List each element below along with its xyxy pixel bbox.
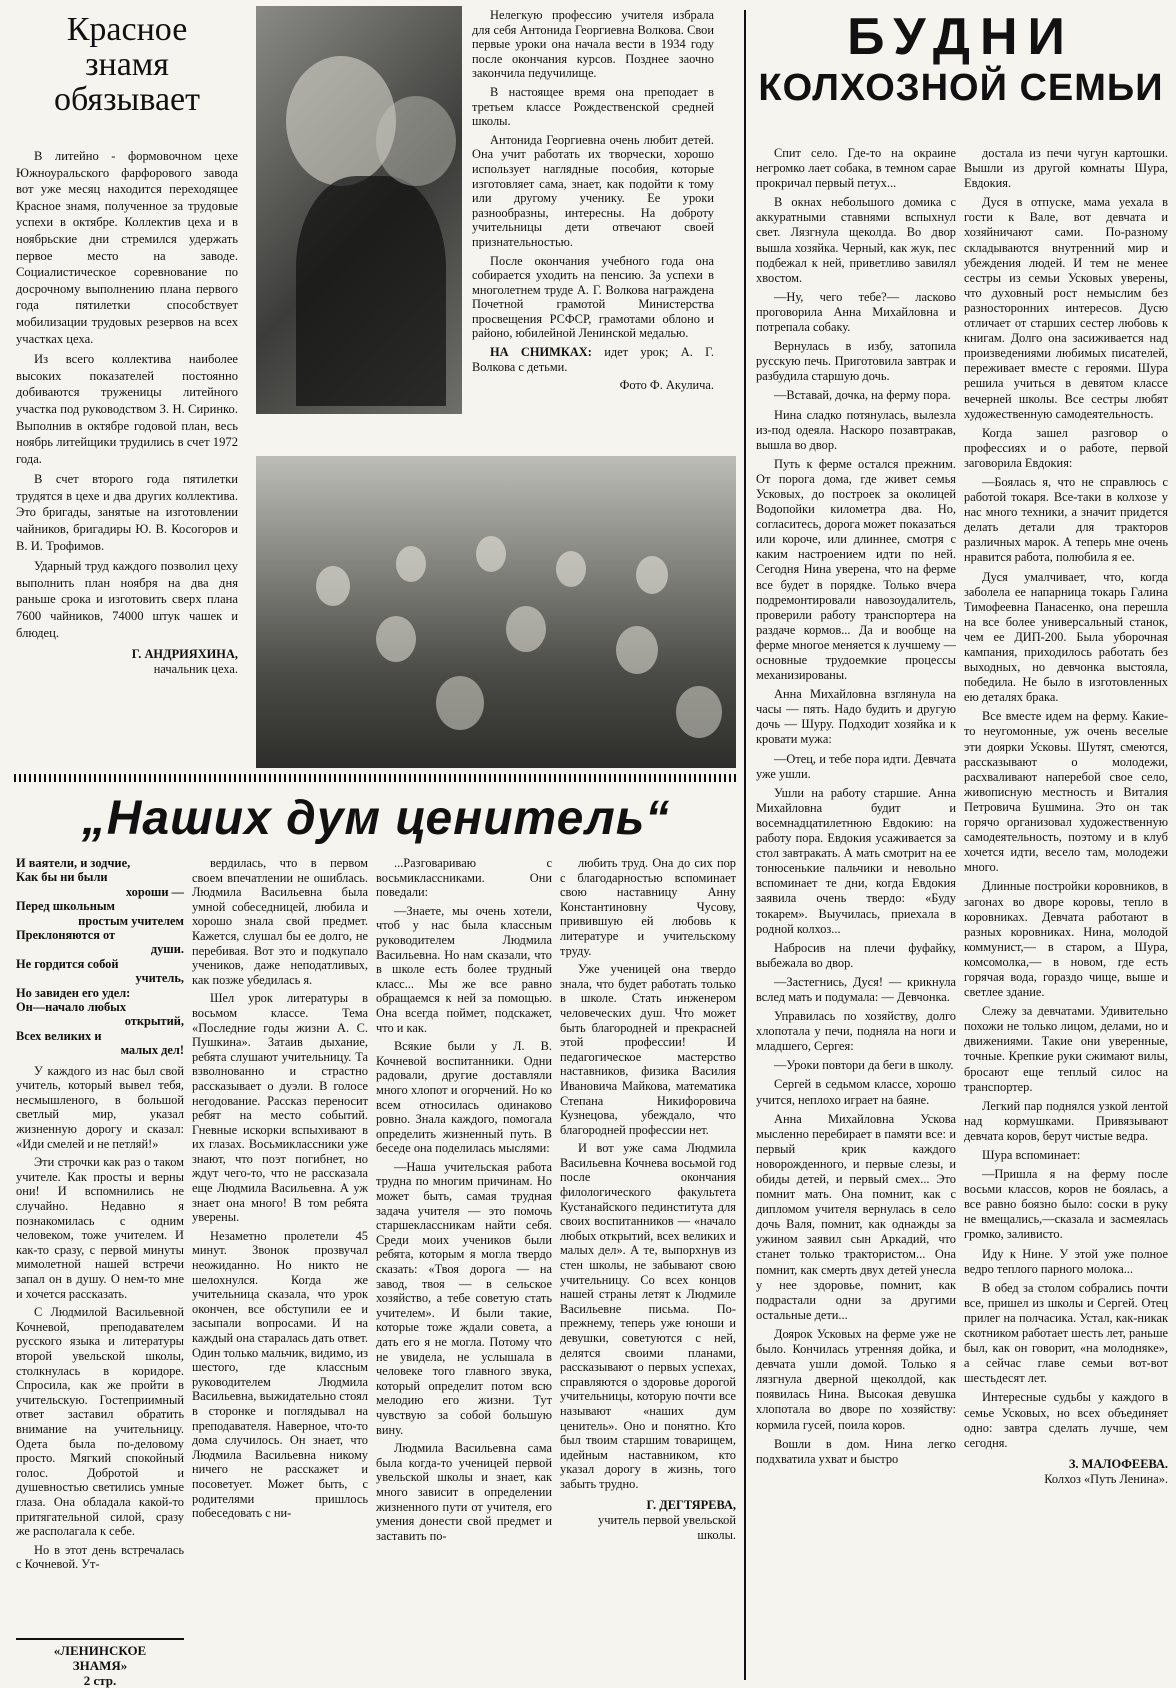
article1-signature-role: начальник цеха. — [153, 662, 238, 677]
article3-column-1 — [16, 856, 184, 1644]
article2-paragraph: —Застегнись, Дуся! — крикнула вслед мать и подумала: — Девчонка. — [756, 974, 956, 1004]
poem-line: души. — [150, 942, 184, 957]
article1-paragraph: Из всего коллектива наиболее высоких показателей постоянно добиваются труженицы литейного участка под руководством З. Н. Сиринко. Выполнив в октябре годовой план, весь ноябрь литейщики трудились в счет 1972 года. — [16, 352, 238, 466]
article2-column-1 — [756, 146, 956, 1684]
article2-signature-role: Колхоз «Путь Ленина». — [1044, 1471, 1168, 1486]
article3-paragraph: Незаметно пролетели 45 минут. Звонок прозвучал неожиданно. Но никто не шелохнулся. Когда же учительница сказала, что урок окончен, все обступили ее и засыпали вопросами. И на каждый она старалась дать ответ. Один только мальчик, видимо, из шестого, где классным руководителем Людмила Васильевна, выжидательно стоял в сторонке и поглядывал на преподавателя. Наверное, что-то дома случилось. Он знает, что Людмила Васильевна никому ничего не расскажет и посоветует. Может быть, с родителями пришлось побеседовать с ни- — [192, 1228, 368, 1521]
article2-paragraph: —Ну, чего тебе?— ласково проговорила Анна Михайловна и потрепала собаку. — [756, 289, 956, 335]
article1-title-line1: Красное — [66, 11, 188, 48]
article3-signature-role: учитель первой увельской школы. — [598, 1512, 736, 1542]
poem-line: малых дел! — [120, 1043, 184, 1058]
article2-paragraph: Легкий пар поднялся узкой лентой над кормушками. Привязывают девчата коров, берут чистые ведра. — [964, 1098, 1168, 1143]
article3-title: „Наших дум ценитель“ — [81, 792, 671, 845]
poem-line: Он—начало любых — [16, 1000, 127, 1015]
teacher-caption-paragraph: Антонида Георгиевна очень любит детей. Она учит работать их творчески, хорошо использует наглядные пособия, которые изготовляет сама, знает, как подойти к тому или другому ученику. Ее уроки разнообразны, интересны. На доброту учительницы дети отвечают своей признательностью. — [472, 132, 714, 249]
teacher-caption-paragraph: В настоящее время она преподает в третьем классе Рождественской средней школы. — [472, 84, 714, 129]
teacher-portrait-photo — [256, 6, 462, 414]
footer-page-number: 2 стр. — [83, 1673, 117, 1688]
article3-paragraph: Эти строчки как раз о таком учителе. Как просты и верны они! И вспомнились не случайно. Недавно я познакомилась с одним человеком, тоже учителем. И как-то сразу, с первой минуты мимолетной нашей встречи запал он в душу. О нем-то мне и хочется рассказать. — [16, 1155, 184, 1301]
article3-paragraph: Уже ученицей она твердо знала, что будет работать только в школе. Стать инженером человеческих душ. Что может быть благородней и прекрасней этой профессии! И педагогическое мастерство наставников, физика Василия Ивановича Майкова, математика Степана Никифоровича Кузнецова, убеждало, что благородней профессии нет. — [560, 962, 736, 1137]
article2-paragraph: —Боялась я, что не справлюсь с работой токаря. Все-таки в колхозе у нас много техники, а значит придется делать детали для тракторов различных марок. А теперь мне очень нравится работа, полюбила я ее. — [964, 474, 1168, 565]
article2-title — [752, 8, 1170, 110]
article2-paragraph: Доярок Усковых на ферме уже не было. Кончилась утренняя дойка, и девчата ушли домой. Только я лязгнула дверной щеколдой, как появилась Нина. Высокая девушка хлопотала во дворе по хозяйству: кормила гусей, поила коров. — [756, 1326, 956, 1432]
article2-paragraph: Все вместе идем на ферму. Какие-то неугомонные, уж очень веселые эти доярки Усковы. Шутят, смеются, рассказывают о молодежи, расхваливают наперебой свое село, живописную местность и Виталия Петровича Бушмина. Это он так горячо организовал художественную самодеятельность, поэтому и в клуб хочется идти, весело там, молодежи много. — [964, 709, 1168, 875]
article3-paragraph: —Знаете, мы очень хотели, чтоб у нас была классным руководителем Людмила Васильевна. Но нам сказали, что в школе есть более трудный класс... Мы же все равно обращаемся к ней за помощью. Она всегда поймет, подскажет, что и как. — [376, 903, 552, 1035]
teacher-caption-paragraph: После окончания учебного года она собирается уходить на пенсию. За успехи в многолетнем труде А. Г. Волкова награждена Почетной грамотой Министерства просвещения РСФСР, грамотами облоно и районо, юбилейной Ленинской медалью. — [472, 253, 714, 341]
article2-paragraph: —Вставай, дочка, на ферму пора. — [774, 388, 951, 403]
article2-paragraph: Длинные постройки коровников, в загонах во дворе коровы, тепло в коровниках. Девчата работают в разных коровниках. Нина, молодой коммунист,— в старом, а Шура, комсомолка,— в новом, где есть горячая вода, гораздо чище, выше и светлее здание. — [964, 879, 1168, 1000]
article2-paragraph: Дуся в отпуске, мама уехала в гости к Вале, вот девчата и хозяйничают сами. По-разному складываются внутренний мир и убеждения людей. И тем не менее сестры из семьи Усковых уверены, что духовный рост немыслим без разносторонних интересов. Дусю отличает от старших сестер любовь к книгам. Долго она засиживается над произведениями любимых писателей, переживает вместе с героями. Шура решила учиться в девятом классе вечерней школы. Все сестры любят художественную самодеятельность. — [964, 195, 1168, 421]
photos-caption-text: идет урок; А. Г. Волкова с детьми. — [472, 345, 714, 374]
classroom-photo — [256, 456, 736, 768]
article1-body — [16, 148, 238, 760]
article1-signature-name: Г. АНДРИЯХИНА, — [131, 647, 238, 662]
article2-paragraph: —Уроки повтори да беги в школу. — [774, 1058, 954, 1073]
article2-paragraph: достала из печи чугун картошки. Вышли из другой комнаты Шура, Евдокия. — [964, 146, 1168, 191]
article1-paragraph: Ударный труд каждого позволил цеху выполнить план ноября на два дня раньше срока и изготовить сверх плана 7600 чайников, 74000 штук чашек и блюдец. — [16, 559, 238, 640]
poem-line: Как бы ни были — [16, 870, 108, 885]
article2-paragraph: Интересные судьбы у каждого в семье Усковых, но всех объединяет одно: завтра сделать лучше, чем сегодня. — [964, 1390, 1168, 1450]
poem-line: простым учителем — [78, 913, 184, 928]
article3-paragraph: У каждого из нас был свой учитель, который вывел тебя, несмышленого, в большой светлый мир, указал жизненную дорогу и сказал: «Иди смелей и не петляй!» — [16, 1063, 184, 1151]
poem-line: И ваятели, и зодчие, — [16, 856, 131, 870]
article2-paragraph: Шура вспоминает: — [982, 1148, 1081, 1162]
article2-paragraph: —Отец, и тебе пора идти. Девчата уже ушли. — [756, 751, 956, 781]
poem-line: Не гордится собой — [16, 956, 119, 971]
teacher-caption — [472, 8, 714, 444]
article3-signature-name: Г. ДЕГТЯРЕВА, — [646, 1497, 736, 1512]
article3-paragraph: С Людмилой Васильевной Кочневой, преподавателем русского языка и литературы второй увельской школы, столкнулась в коридоре. Спросила, как же пройти в учительскую. Гостеприимный ответ заставил обратить внимание на учительницу. Одета была по-деловому просто. Мягкий спокойный голос. Добротой и душевностью светились умные глаза. Она обладала какой-то притягательной силой, сразу же располагала к себе. — [16, 1305, 184, 1539]
footer-paper-name-1: «ЛЕНИНСКОЕ — [53, 1643, 147, 1658]
article2-paragraph: В обед за столом собрались почти все, пришел из школы и Сергей. Отец прилег на полчасика. Устал, как-никак скотником работает шесть лет, раньше был, как он говорит, «на молодняке», а сейчас главе семьи вот-вот шестьдесят лет. — [964, 1280, 1168, 1386]
poem-line: Но завиден его удел: — [16, 985, 131, 1000]
article2-paragraph: Вернулась в избу, затопила русскую печь. Приготовила завтрак и разбудила старшую дочь. — [756, 339, 956, 384]
poem-line: хороши — — [125, 884, 184, 899]
poem-line: открытий, — [124, 1014, 184, 1029]
epigraph-poem — [16, 856, 184, 1058]
article3-column-2 — [192, 856, 368, 1680]
article2-paragraph: Набросив на плечи фуфайку, выбежала во двор. — [756, 940, 956, 970]
article2-paragraph: Вошли в дом. Нина легко подхватила ухват и быстро — [756, 1436, 956, 1466]
article3-column-4 — [560, 856, 736, 1680]
article3-paragraph: вердилась, что в первом своем впечатлении не ошиблась. Людмила Васильевна была умной собеседницей, любила и хорошо знала свой предмет. Кажется, слушал бы ее долго, не перебивая. Вот это и подкупало учеников, даже неподатливых, как позже убедилась я. — [192, 856, 368, 987]
teacher-caption-paragraph: Нелегкую профессию учителя избрала для себя Антонида Георгиевна Волкова. Свои первые уроки она начала вести в 1934 году после окончания курсов. Позднее заочно закончила педучилище. — [472, 8, 714, 81]
article1-paragraph: В счет второго года пятилетки трудятся в цехе и два других коллектива. Это бригады, занятые на изготовлении чайников, бригадиры Ю. В. Косогоров и В. И. Трофимов. — [16, 472, 238, 553]
poem-line: Преклоняются от — [16, 928, 116, 943]
article2-paragraph: Ушли на работу старшие. Анна Михайловна будит и восемнадцатилетнюю Евдокию: на работу пора. Евдокия усаживается за стол завтракать. А мать смотрит на ее тонюсенькие пальчики и невольно вспоминает те дни, когда Евдокия заявила очень твердо: «Буду токарем». Выучилась, приехала в родной колхоз... — [756, 785, 956, 936]
article3-paragraph: любить труд. Она до сих пор с благодарностью вспоминает свою наставницу Анну Константиновну Чусову, привившую ей любовь к литературе и учительскому труду. — [560, 856, 736, 958]
article3-paragraph: Людмила Васильевна сама была когда-то ученицей первой увельской школы и знает, как много зависит в определении жизненного пути от учителя, его умения донести свой предмет и заставить по- — [376, 1441, 552, 1543]
article3-paragraph: Всякие были у Л. В. Кочневой воспитанники. Одни радовали, другие доставляли много хлопот и огорчений. Но ко всем относилась одинаково ровно. Знала каждого, помогала определить жизненный путь. В беседе она поделилась мыслями: — [376, 1039, 552, 1156]
newspaper-footer — [16, 1638, 184, 1688]
article2-paragraph: В окнах небольшого домика с аккуратными ставнями вспыхнул свет. Лязгнула щеколда. Во двор вышла хозяйка. Черный, как жук, пес подбежал к ней, приветливо завилял хвостом. — [756, 195, 956, 285]
article2-paragraph: Слежу за девчатами. Удивительно похожи не только лицом, делами, но и движениями. Такие они уверенные, точные. Крепкие руки сжимают вилы, бросают еще теплый силос на транспортер. — [964, 1004, 1168, 1094]
article3-column-3 — [376, 856, 552, 1680]
article3-paragraph: ...Разговариваю с восьмиклассниками. Они поведали: — [376, 856, 552, 900]
article2-paragraph: Анна Михайловна Ускова мысленно перебирает в памяти все: и первый крик каждого новорожденного, и первые слезы, и обиды детей, и первый смех... Это помнит мать. Она помнит, как с дипломом учителя вернулась в село дочь Валя, помнит, как однажды за ужином заявил сын Аркадий, что станет только трактористом... Она помнит, как смерть двух детей унесла у нее здоровье, помнит, как подрастали одни за другими остальные дети... — [756, 1111, 956, 1322]
poem-line: Перед школьным — [16, 899, 115, 914]
article2-paragraph: Дуся умалчивает, что, когда заболела ее напарница токарь Галина Тимофеевна Панасенко, она перешла на все более универсальный станок, чем ее ДИП-200. Была уборочная кампания, приходилось работать без выходных, но девчонка выстояла, победила. Не было в изготовленных ею деталях брака. — [964, 569, 1168, 705]
article2-signature — [964, 1457, 1168, 1487]
article2-paragraph: Нина сладко потянулась, вылезла из-под одеяла. Наскоро позавтракав, вышла во двор. — [756, 407, 956, 452]
article2-signature-name: З. МАЛОФЕЕВА. — [1068, 1456, 1168, 1471]
article1-title-line3: обязывает — [53, 81, 200, 118]
article1-title — [14, 12, 240, 117]
article2-paragraph: Когда зашел разговор о профессиях и о работе, первой заговорила Евдокия: — [964, 425, 1168, 470]
photo-credit: Фото Ф. Акулича. — [619, 378, 714, 393]
article2-title-line2: КОЛХОЗНОЙ СЕМЬИ — [758, 67, 1164, 109]
article2-paragraph: Управилась по хозяйству, долго хлопотала у печи, подняла на ноги и младшего, Сергея: — [756, 1009, 956, 1054]
article2-paragraph: Путь к ферме остался прежним. От порога дома, где живет семья Усковых, до построек за околицей Водопойки километра два. Но, согласитесь, дорога может показаться или короче, или длиннее, смотря с каким настроением идти по ней. Сегодня Нина уверена, что на ферме все будет в порядке. Только вчера подремонтировали навозоудалитель, проверили работу транспортера на раздаче кормов... Да и вообще на ферме многое меняется к лучшему — основные трудоемкие процессы механизированы. — [756, 456, 956, 683]
article2-paragraph: Иду к Нине. У этой уже полное ведро теплого парного молока... — [964, 1246, 1168, 1276]
article2-paragraph: Спит село. Где-то на окраине негромко лает собака, в темном сарае прокричал первый петух... — [756, 146, 956, 191]
section-divider — [14, 774, 738, 782]
article3-signature — [560, 1498, 736, 1543]
article3-paragraph: Шел урок литературы в восьмом классе. Тема «Последние годы жизни А. С. Пушкина». Затаив дыхание, ребята слушают учительницу. Та взволнованно и страстно рассказывает о дуэли. В голосе негодование. Рассказ переносит ребят на место событий. Гневные искорки вспыхивают в их глазах. Восьмиклассники уже знают, что поэт погибнет, но ждут чего-то, что не рассказала еще Людмила Васильевна. А уж знает она много! В том ребята уверены. — [192, 991, 368, 1225]
article1-paragraph: В литейно - формовочном цехе Южноуральского фарфорового завода вот уже месяц находится переходящее Красное знамя, полученное за трудовые успехи в октябре. Коллектив цеха и в ноябрьские дни стремился удержать первое место на заводе. Социалистическое соревнование по досрочному выполнению плана первого года пятилетки способствует мобилизации трудовых резервов на всех участках цеха. — [16, 149, 238, 346]
footer-paper-name-2: ЗНАМЯ» — [72, 1658, 128, 1673]
poem-line: Всех великих и — [16, 1028, 102, 1043]
article3-paragraph: И вот уже сама Людмила Васильевна Кочнева восьмой год после окончания филологического факультета Кустанайского пединститута для своих воспитанников — «начало любых открытий, всех великих и малых дел». А те, выпорхнув из стен школы, не забывают свою учительницу. Со всех концов нашей страны летят к Людмиле Васильевне письма. По-прежнему, теперь уже юноши и девушки, советуются с ней, делятся своими планами, рассказывают о первых успехах, справляются о здоровье дорогой учительницы, которую почти все называют «наших дум ценитель». Оно и понятно. Кто был твоим старшим товарищем, идейным наставником, кто указал дорогу в жизнь, того забыть трудно. — [560, 1141, 736, 1491]
article2-paragraph: Анна Михайловна взглянула на часы — пять. Надо будить и другую дочь — Шуру. Подходит хозяйка и к кровати мужа: — [756, 687, 956, 747]
photos-caption — [472, 345, 714, 374]
article2-paragraph: Сергей в седьмом классе, хорошо учится, неплохо играет на баяне. — [756, 1077, 956, 1107]
article1-title-line2: знамя — [85, 46, 169, 83]
column-divider — [744, 10, 746, 1680]
article2-paragraph: —Пришла я на ферму после восьми классов, коров не боялась, а все равно боязно было: соски в руку не вмещались,—сказала и засмеялась громко, заливисто. — [964, 1167, 1168, 1242]
photos-caption-label: НА СНИМКАХ: — [490, 345, 592, 360]
article1-signature — [16, 647, 238, 677]
article2-column-2 — [964, 146, 1168, 1684]
article3-paragraph: —Наша учительская работа трудна по многим причинам. Но может быть, самая трудная задача учителя — это помочь старшеклассникам найти себя. Среди моих учеников были ребята, которым я могла твердо сказать: «Твоя дорога — на завод, твоя — в сельское хозяйство, а тебе советую стать учителем». И были такие, которые тоже ждали совета, а дать его я не могла. Потому что не увидела, не услышала в человеке того главного звука, который определит потом всю мелодию его жизни. Тут чувствую за собой большую вину. — [376, 1159, 552, 1437]
article2-title-line1: БУДНИ — [847, 8, 1075, 66]
article3-paragraph: Но в этот день встречалась с Кочневой. Ут- — [16, 1542, 184, 1572]
poem-line: учитель, — [135, 971, 184, 986]
